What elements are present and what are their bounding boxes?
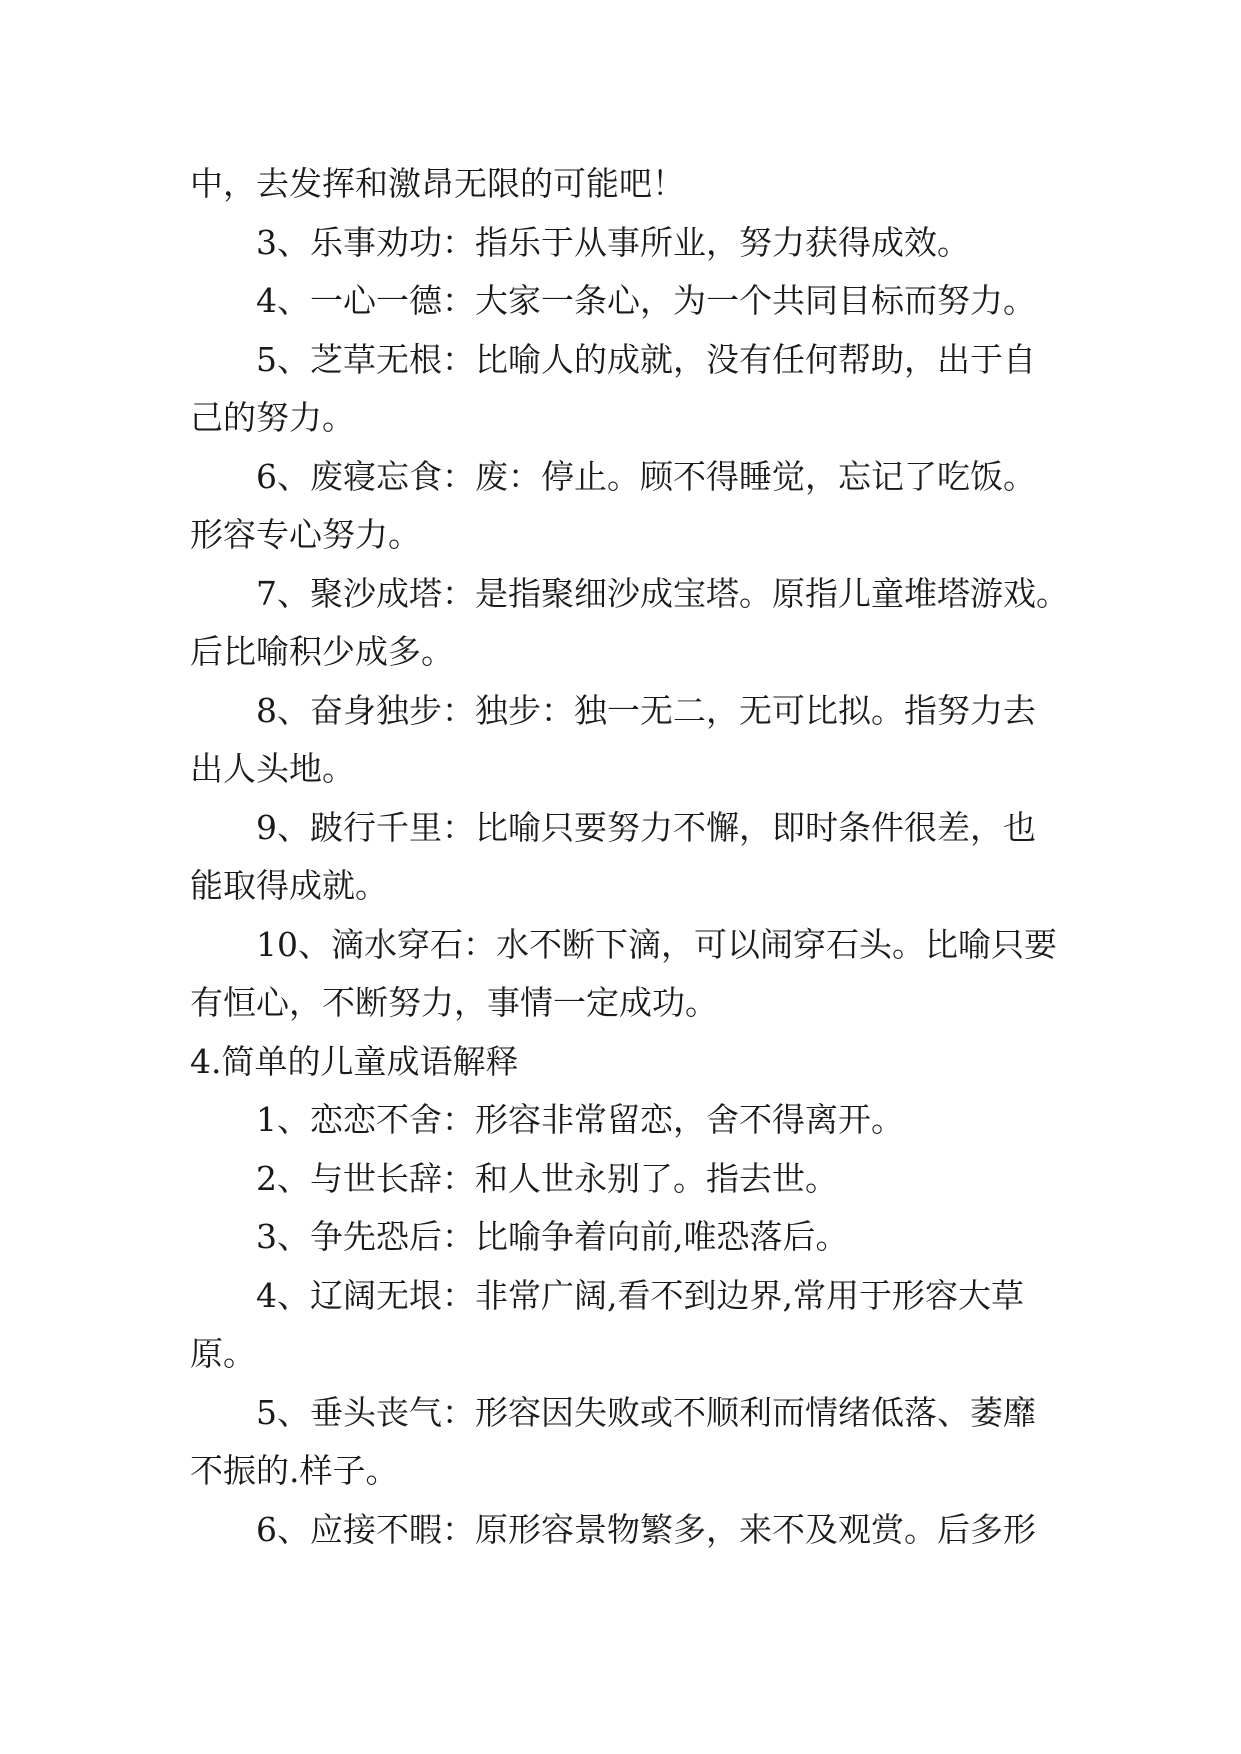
text-line: 5、芝草无根：比喻人的成就，没有任何帮助，出于自 <box>256 339 1036 379</box>
text-line: 6、应接不暇：原形容景物繁多，来不及观赏。后多形 <box>256 1509 1036 1549</box>
document-body <box>190 155 1069 1559</box>
text-line: 4、一心一德：大家一条心，为一个共同目标而努力。 <box>256 281 1036 320</box>
text-line: 5、垂头丧气：形容因失败或不顺利而情绪低落、萎靡 <box>256 1392 1036 1432</box>
text-line: 3、争先恐后：比喻争着向前,唯恐落后。 <box>256 1217 849 1256</box>
text-line: 原。 <box>190 1334 256 1373</box>
text-line: 9、跛行千里：比喻只要努力不懈，即时条件很差，也 <box>256 807 1036 847</box>
text-line: 能取得成就。 <box>190 866 388 905</box>
text-line: 中，去发挥和激昂无限的可能吧！ <box>190 164 685 203</box>
text-line: 形容专心努力。 <box>190 515 421 554</box>
text-line: 4、辽阔无垠：非常广阔,看不到边界,常用于形容大草 <box>256 1275 1024 1315</box>
text-line: 后比喻积少成多。 <box>190 632 454 671</box>
text-line: 2、与世长辞：和人世永别了。指去世。 <box>256 1158 838 1198</box>
text-line: 1、恋恋不舍：形容非常留恋，舍不得离开。 <box>256 1100 904 1139</box>
section-heading: 4.简单的儿童成语解释 <box>190 1041 519 1081</box>
text-line: 出人头地。 <box>190 749 355 788</box>
text-line: 有恒心，不断努力，事情一定成功。 <box>190 983 718 1022</box>
text-line: 6、废寝忘食：废：停止。顾不得睡觉，忘记了吃饭。 <box>256 456 1036 496</box>
text-line: 3、乐事劝功：指乐于从事所业，努力获得成效。 <box>256 222 970 262</box>
text-line: 7、聚沙成塔：是指聚细沙成宝塔。原指儿童堆塔游戏。 <box>256 573 1069 613</box>
text-line: 己的努力。 <box>190 398 355 437</box>
text-line: 不振的.样子。 <box>190 1451 399 1490</box>
text-line: 8、奋身独步：独步：独一无二，无可比拟。指努力去 <box>256 690 1036 730</box>
text-line: 10、滴水穿石：水不断下滴，可以闹穿石头。比喻只要 <box>256 924 1057 964</box>
